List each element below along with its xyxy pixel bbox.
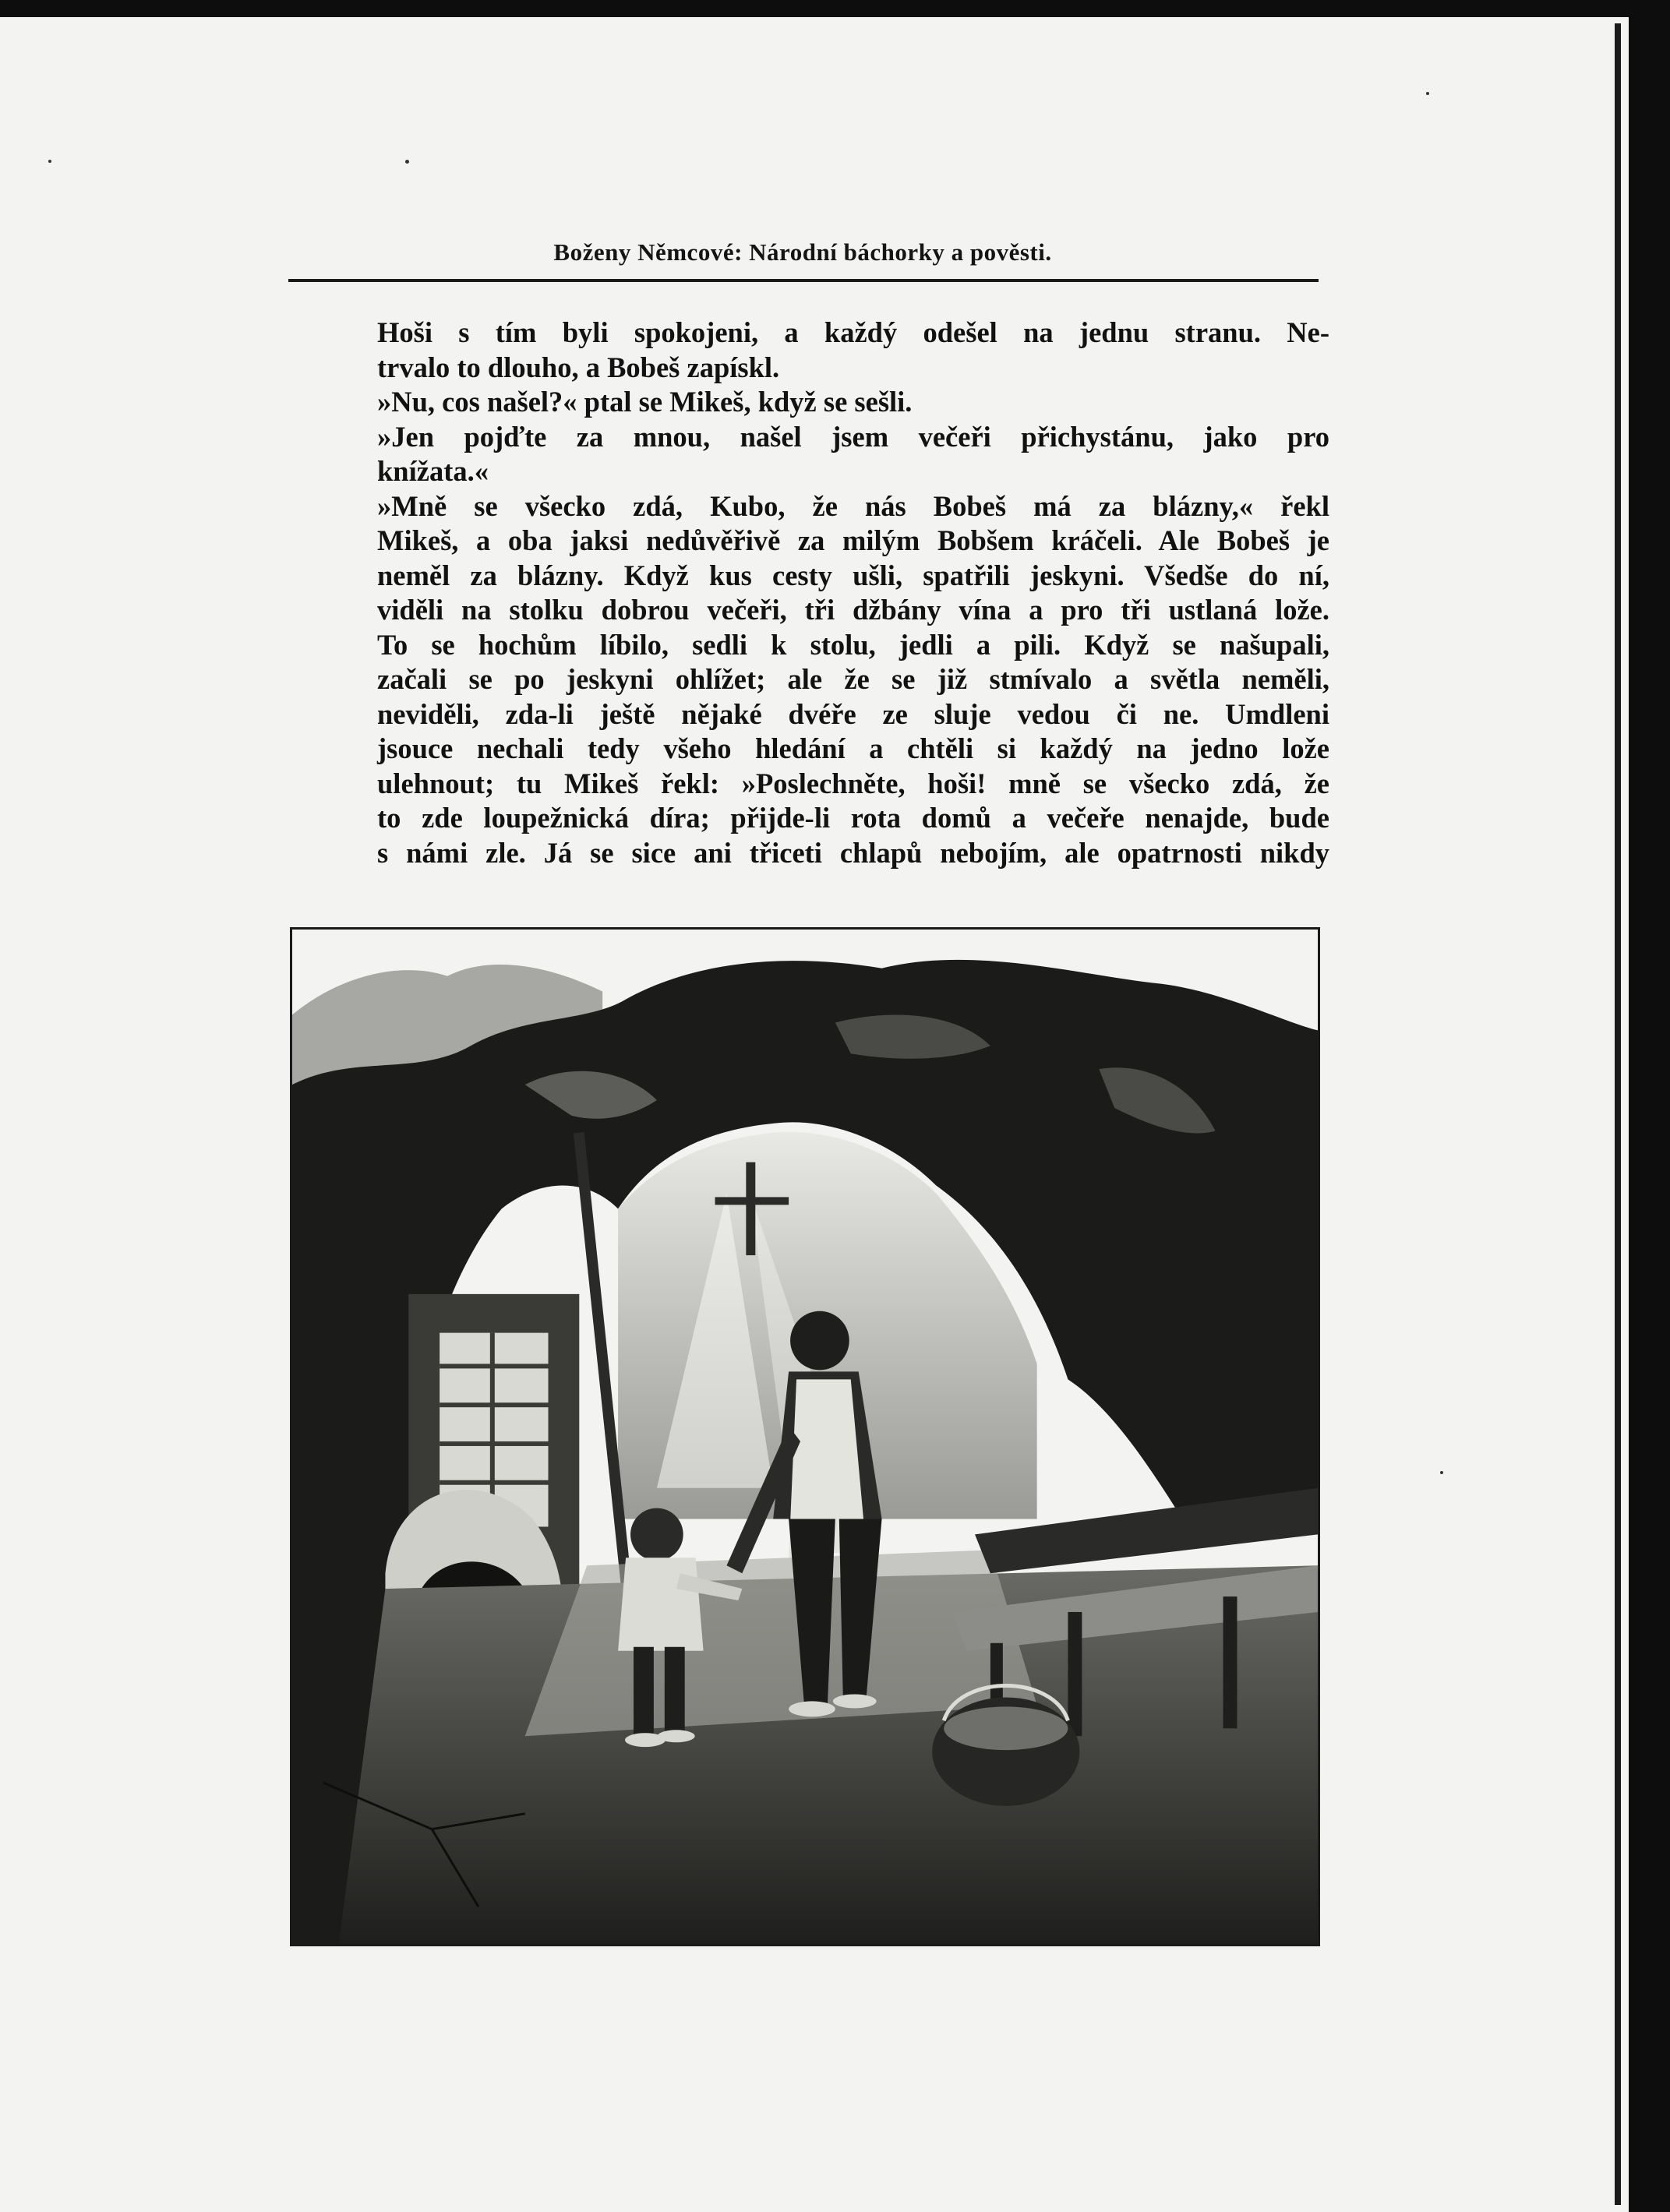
- text-line: Mikeš, a oba jaksi nedůvěřivě za milým Bobšem kráčeli. Ale Bobeš je: [377, 524, 1329, 556]
- scan-border-right: [1629, 0, 1670, 2212]
- running-head: Boženy Němcové: Národní báchorky a pověsti.: [553, 238, 1052, 266]
- text-line: viděli na stolku dobrou večeři, tři džbány vína a pro tři ustlaná lože.: [377, 594, 1329, 626]
- text-line: To se hochům líbilo, sedli k stolu, jedli a pili. Když se našupali,: [377, 628, 1329, 661]
- illustration-drawing: [292, 930, 1318, 1944]
- text-line: s námi zle. Já se sice ani třiceti chlapů nebojím, ale opatrnosti nikdy: [377, 836, 1329, 869]
- header-rule: [288, 279, 1319, 282]
- paragraph: [293, 420, 1329, 489]
- text-line: neměl za blázny. Když kus cesty ušli, spatřili jeskyni. Všedše do ní,: [377, 559, 1329, 591]
- paragraph: [293, 385, 1329, 420]
- scan-border-top: [0, 0, 1670, 17]
- text-line: »Nu, cos našel?« ptal se Mikeš, když se sešli.: [377, 386, 913, 418]
- text-line: ulehnout; tu Mikeš řekl: »Poslechněte, hoši! mně se všecko zdá, že: [377, 767, 1329, 799]
- text-line: začali se po jeskyni ohlížet; ale že se již stmívalo a světla neměli,: [377, 663, 1329, 695]
- text-line: knížata.«: [377, 455, 489, 487]
- scan-speck: [48, 160, 51, 163]
- scan-speck: [1426, 92, 1429, 95]
- text-line: »Mně se všecko zdá, Kubo, že nás Bobeš má za blázny,« řekl: [377, 489, 1329, 522]
- paragraph: [293, 316, 1329, 385]
- body-text: [293, 316, 1329, 870]
- paragraph: [293, 489, 1329, 871]
- engraving-cave-scene-icon: [290, 927, 1320, 1946]
- page-edge-shadow: [1615, 23, 1621, 2205]
- text-line: »Jen pojďte za mnou, našel jsem večeři přichystánu, jako pro: [377, 420, 1329, 453]
- text-line: neviděli, zda-li ještě nějaké dvéře ze sluje vedou či ne. Umdleni: [377, 697, 1329, 730]
- text-line: trvalo to dlouho, a Bobeš zapískl.: [377, 351, 780, 383]
- text-line: jsouce nechali tedy všeho hledání a chtěli si každý na jedno lože: [377, 732, 1329, 764]
- scan-speck: [1440, 1471, 1443, 1474]
- scan-speck: [405, 160, 409, 164]
- text-line: Hoši s tím byli spokojeni, a každý odešel na jednu stranu. Ne-: [377, 316, 1329, 348]
- text-line: to zde loupežnická díra; přijde-li rota domů a večeře nenajde, bude: [377, 802, 1329, 834]
